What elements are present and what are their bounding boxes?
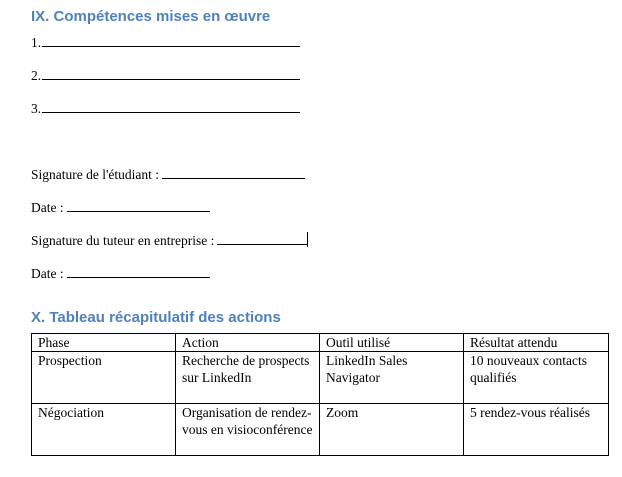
header-tool: Outil utilisé [320,334,464,352]
competence-number: 1. [31,35,42,50]
competence-number: 2. [31,68,42,83]
table-row [32,352,609,404]
date-label: Date : [31,200,64,215]
cell-result[interactable]: 10 nouveaux contacts qualifiés [464,352,609,404]
competence-number: 3. [31,101,42,116]
competence-blank[interactable] [42,99,300,113]
tutor-signature-line[interactable] [31,231,308,249]
student-signature-label: Signature de l'étudiant : [31,167,160,182]
header-action: Action [176,334,320,352]
cell-action[interactable]: Organisation de rendez-vous en visioconférence [176,404,320,456]
cell-phase[interactable]: Prospection [32,352,176,404]
section-9-title: IX. Compétences mises en œuvre [31,8,271,25]
competence-line-1[interactable] [31,33,300,51]
date-blank[interactable] [67,198,210,212]
competence-blank[interactable] [42,33,300,47]
actions-table [31,333,609,456]
competence-line-3[interactable] [31,99,300,117]
competence-blank[interactable] [42,66,300,80]
table-header-row [32,334,609,352]
section-10-title: X. Tableau récapitulatif des actions [31,309,281,326]
cell-tool[interactable]: LinkedIn Sales Navigator [320,352,464,404]
header-phase: Phase [32,334,176,352]
date-blank[interactable] [67,264,210,278]
competence-line-2[interactable] [31,66,300,84]
text-cursor [307,232,308,247]
table-row [32,404,609,456]
date-line-2[interactable] [31,264,210,282]
cell-tool[interactable]: Zoom [320,404,464,456]
cell-phase[interactable]: Négociation [32,404,176,456]
student-signature-line[interactable] [31,165,305,183]
cell-action[interactable]: Recherche de prospects sur LinkedIn [176,352,320,404]
header-result: Résultat attendu [464,334,609,352]
tutor-signature-label: Signature du tuteur en entreprise : [31,233,215,248]
date-line-1[interactable] [31,198,210,216]
student-signature-blank[interactable] [162,165,305,179]
tutor-signature-blank[interactable] [217,231,307,245]
cell-result[interactable]: 5 rendez-vous réalisés [464,404,609,456]
date-label: Date : [31,266,64,281]
